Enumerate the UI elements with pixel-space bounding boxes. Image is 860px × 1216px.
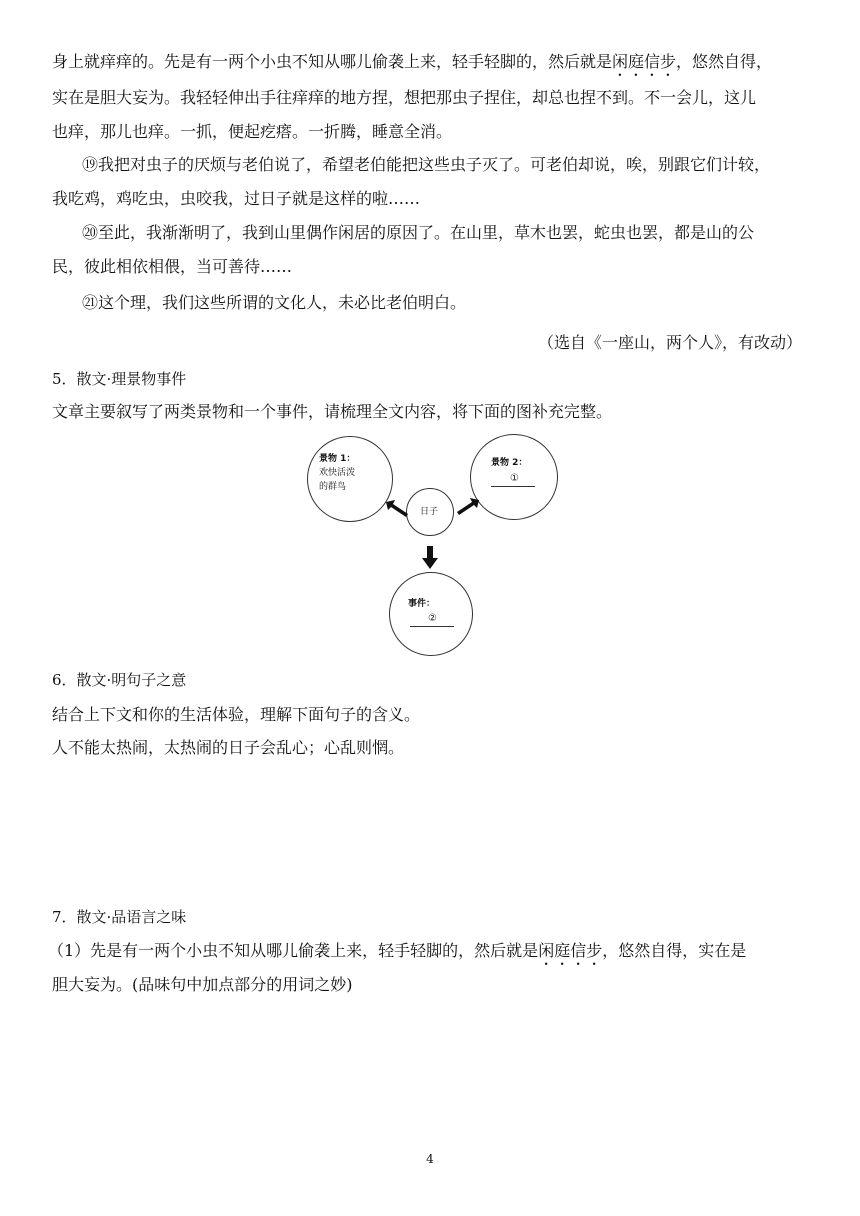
blank-number: ① [510,473,519,484]
question-6-heading: 6．散文·明句子之意 [52,671,187,689]
question-5-prompt: 文章主要叙写了两类景物和一个事件，请梳理全文内容，将下面的图补充完整。 [52,402,613,421]
emphasized-phrase: 闲庭信步 [538,941,603,960]
passage-line: 民，彼此相依相偎，当可善待…… [52,257,293,276]
question-7-sub1: （1）先是有一两个小虫不知从哪儿偷袭上来，轻手轻脚的，然后就是闲庭信步，悠然自得，实在是 [48,941,747,960]
passage-line: 身上就痒痒的。先是有一两个小虫不知从哪儿偷袭上来，轻手轻脚的，然后就是闲庭信步，悠然自得， [52,52,773,71]
scene-2-answer-blank[interactable] [491,486,535,487]
question-6-sentence: 人不能太热闹，太热闹的日子会乱心；心乱则惘。 [52,738,405,757]
question-5-heading: 5．散文·理景物事件 [52,370,187,388]
scene-1-text: 的群鸟 [319,482,347,492]
question-7-answer-area[interactable] [52,1008,812,1138]
event-circle [389,572,473,656]
passage-line: 我吃鸡，鸡吃虫，虫咬我，过日子就是这样的啦…… [52,189,421,208]
scene-1-title: 景物 1： [319,454,356,464]
question-6-prompt: 结合上下文和你的生活体验，理解下面句子的含义。 [52,705,421,724]
event-title: 事件： [408,599,436,609]
event-answer-blank[interactable] [410,626,454,627]
passage-line: 实在是胆大妄为。我轻轻伸出手往痒痒的地方捏，想把那虫子捏住，却总也捏不到。不一会儿，这儿 [52,88,757,107]
question-7-sub1-line2: 胆大妄为。(品味句中加点部分的用词之妙) [52,975,353,994]
arrow-left-icon [384,496,414,518]
scene-2-title: 景物 2： [491,458,528,468]
scene-1-circle [307,436,393,522]
content-diagram [300,432,540,660]
arrow-right-icon [452,494,482,516]
arrow-down-icon [421,546,439,570]
paragraph-20: ⑳至此，我渐渐明了，我到山里偶作闲居的原因了。在山里，草木也罢，蛇虫也罢，都是山的公 [82,223,755,242]
emphasized-phrase: 闲庭信步 [612,52,677,71]
scene-2-circle [470,434,558,520]
source-citation: （选自《一座山，两个人》，有改动） [537,333,802,352]
question-6-answer-area[interactable] [52,772,812,902]
question-7-heading: 7．散文·品语言之味 [52,908,187,926]
paragraph-21: ㉑这个理，我们这些所谓的文化人，未必比老伯明白。 [82,293,467,312]
page-number: 4 [426,1152,434,1166]
center-label: 日子 [420,507,439,517]
passage-line: 也痒，那儿也痒。一抓，便起疙瘩。一折腾，睡意全消。 [52,122,453,141]
blank-number: ② [428,613,437,624]
scene-1-text: 欢快活泼 [319,468,356,478]
paragraph-19: ⑲我把对虫子的厌烦与老伯说了，希望老伯能把这些虫子灭了。可老伯却说，唉，别跟它们计较， [82,155,771,174]
